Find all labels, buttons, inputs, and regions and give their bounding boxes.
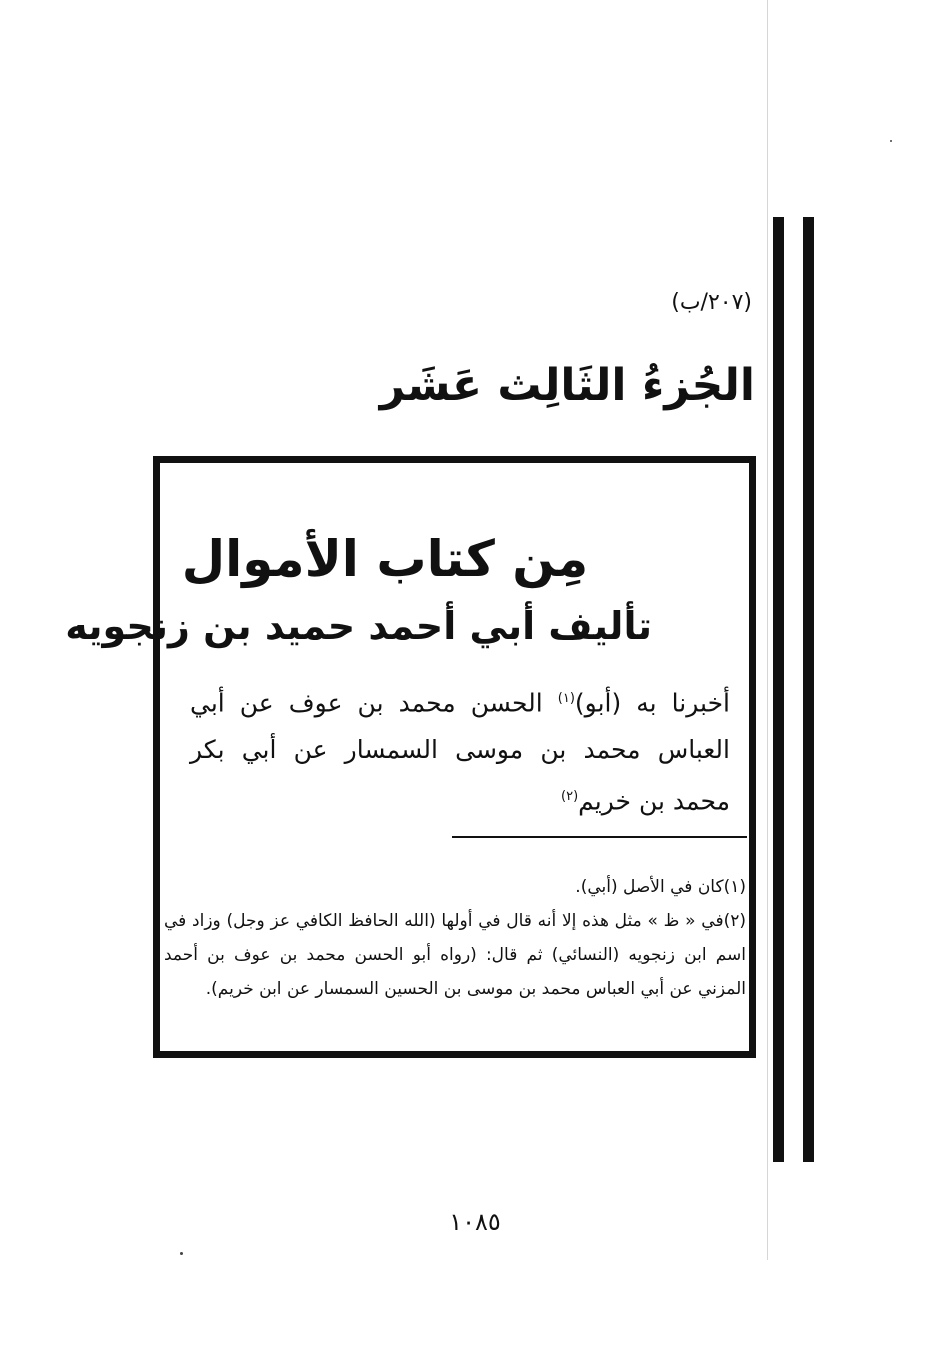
folio-reference: (٢٠٧/ب) [671,290,752,315]
isnad-text-start: أخبرنا به (أبو) [574,688,730,718]
page-fold-line [767,0,768,1260]
scan-speck [890,140,892,142]
footnote-separator [452,836,747,838]
margin-rule-outer [773,217,784,1162]
scan-speck [180,1252,183,1255]
author-line: تأليف أبي أحمد حميد بن زنجويه [65,604,652,648]
footnotes [164,870,746,1006]
footnote-2: (٢)في « ظ » مثل هذه إلا أنه قال في أولها (الله الحافظ الكافي عز وجل) وزاد في اسم ابن زنجويه (النسائي) ثم قال: (رواه أبو الحسن محمد بن عوف بن أحمد المزني عن أبي العباس محمد بن موسى بن الحسين السمسار عن ابن خريم). [164,911,746,999]
book-title: مِن كتاب الأموال [181,530,589,588]
margin-rule-inner [803,217,814,1162]
page-number: ١٠٨٥ [449,1208,501,1236]
isnad-text-body: الحسن محمد بن عوف عن أبي العباس محمد بن موسى السمسار عن أبي بكر محمد بن خريم [190,688,730,816]
part-heading: الجُزءُ الثَالِث عَشَر [379,360,755,411]
isnad-paragraph [190,675,730,825]
footnote-marker-1: (١) [557,691,575,706]
footnote-marker-2: (٢) [561,789,579,805]
footnote-1: (١)كان في الأصل (أبي). [575,877,746,897]
